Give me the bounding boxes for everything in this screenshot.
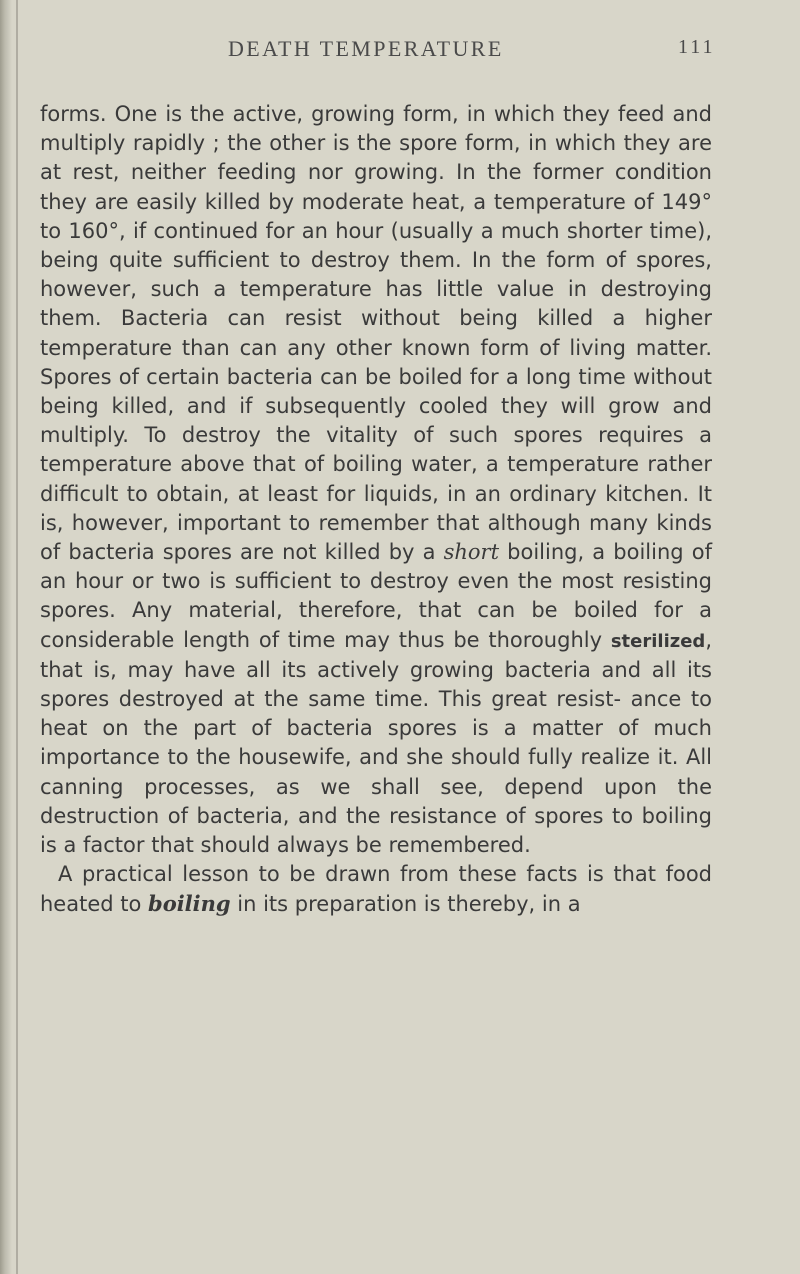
page-number: 111 — [678, 36, 716, 58]
running-head — [0, 36, 800, 66]
body-text — [40, 100, 712, 920]
paragraph-2-text-b: in its preparation is thereby, in a — [230, 892, 581, 917]
paragraph-1-text-c: , that is, may have all its actively growing bacteria and all its spores destroyed at the same time. This great resist- ance to heat on the part of bacteria spores is a matter of much importance to the housewife, and she should fully realize it. All canning processes, as we shall see, depend upon the destruction of bacteria, and the resistance of spores to boiling is a factor that should always be remembered. — [40, 627, 712, 858]
paragraph-1 — [40, 100, 712, 860]
paragraph-2-text-a: A practical lesson to be drawn from these facts is that food heated to — [40, 862, 712, 917]
paragraph-1-text-a: forms. One is the active, growing form, in which they feed and multiply rapidly ; the other is the spore form, in which they are at rest, neither feeding nor growing. In the former condition they are easily killed by moderate heat, a temperature of 149° to 160°, if continued for an hour (usually a much shorter time), being quite sufficient to destroy them. In the form of spores, however, such a temperature has little value in destroying them. Bacteria can resist without being killed a higher temperature than can any other known form of living matter. Spores of certain bacteria can be boiled for a long time without being killed, and if subsequently cooled they will grow and multiply. To destroy the vitality of such spores requires a temperature above that of boiling water, a temperature rather difficult to obtain, at least for liquids, in an ordinary kitchen. It is, however, important to remember that although many kinds of bacteria spores are not killed by a — [40, 102, 712, 565]
italic-short: short — [443, 540, 500, 565]
page-binding-edge — [0, 0, 12, 1274]
bold-italic-boiling: boiling — [148, 891, 231, 917]
paragraph-2 — [40, 860, 712, 919]
bold-sterilized: sterilized — [610, 630, 706, 652]
paragraph-1-text-b: boiling, a boiling of an hour or two is sufficient to destroy even the most resisting spores. Any material, therefore, that can be boiled for a considerable length of time may thus be thoroughly — [40, 540, 712, 652]
running-title: DEATH TEMPERATURE — [228, 36, 504, 61]
page-binding-line — [16, 0, 18, 1274]
